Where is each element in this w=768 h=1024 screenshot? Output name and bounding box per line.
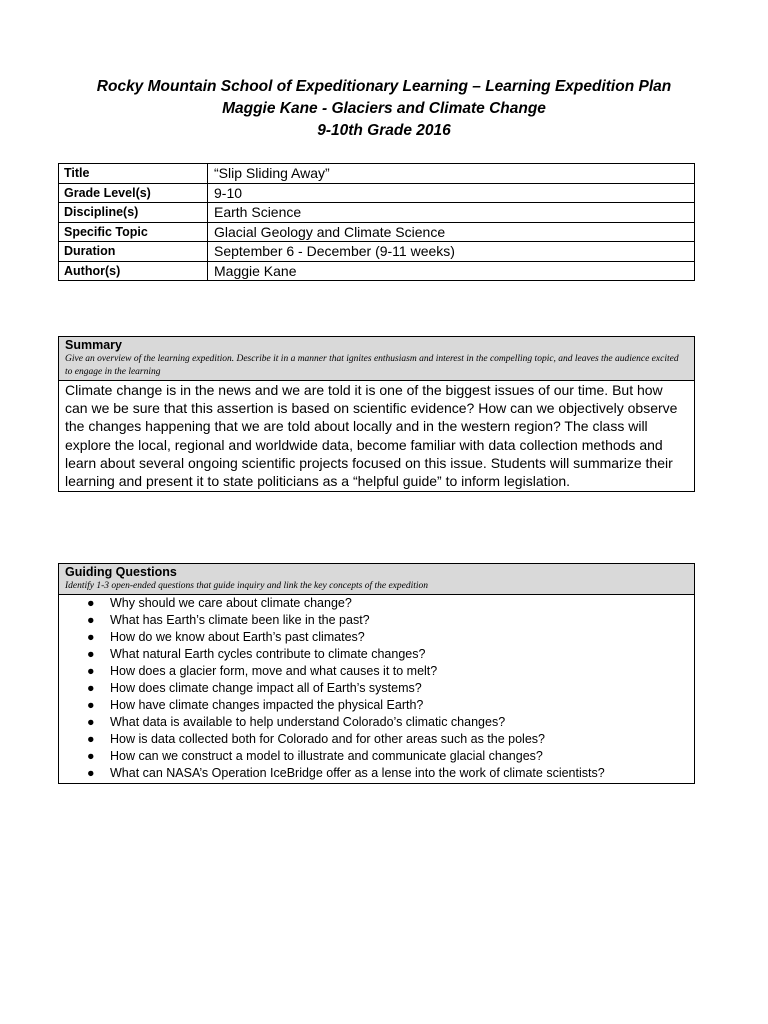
list-item: [59, 714, 694, 731]
list-item: [59, 663, 694, 680]
bullet-icon: ●: [87, 732, 95, 746]
question-text: How do we know about Earth’s past climates?: [110, 630, 365, 644]
summary-section: [58, 336, 695, 492]
header-line-school: Rocky Mountain School of Expeditionary Learning – Learning Expedition Plan: [96, 78, 672, 95]
guiding-questions-section: [58, 563, 695, 784]
row-label-author: Author(s): [59, 261, 208, 281]
row-label-duration: Duration: [59, 242, 208, 262]
row-label-specific-topic: Specific Topic: [59, 222, 208, 242]
header-line-grade-year: 9-10th Grade 2016: [317, 122, 451, 139]
bullet-icon: ●: [87, 596, 95, 610]
question-text: How can we construct a model to illustrate and communicate glacial changes?: [110, 749, 543, 763]
summary-title: Summary: [65, 338, 122, 352]
question-text: How have climate changes impacted the physical Earth?: [110, 698, 424, 712]
list-item: [59, 680, 694, 697]
bullet-icon: ●: [87, 749, 95, 763]
table-row: [59, 222, 695, 242]
bullet-icon: ●: [87, 681, 95, 695]
question-text: What natural Earth cycles contribute to climate changes?: [110, 647, 426, 661]
list-item: [59, 765, 694, 782]
bullet-icon: ●: [87, 698, 95, 712]
list-item: [59, 731, 694, 748]
row-value-duration: September 6 - December (9-11 weeks): [208, 242, 695, 262]
guiding-questions-list-cell: [59, 595, 695, 784]
row-label-title: Title: [59, 164, 208, 184]
question-text: Why should we care about climate change?: [110, 596, 352, 610]
guiding-questions-title: Guiding Questions: [65, 565, 177, 579]
table-row: [59, 203, 695, 223]
list-item: [59, 646, 694, 663]
bullet-icon: ●: [87, 630, 95, 644]
guiding-questions-list: [59, 595, 694, 783]
row-value-grade-level: 9-10: [208, 183, 695, 203]
list-item: [59, 748, 694, 765]
table-row: [59, 261, 695, 281]
summary-instructions: Give an overview of the learning expedition. Describe it in a manner that ignites enthusiasm and interest in the compelling topic, and leaves the audience excited to engage in the learning: [65, 354, 679, 377]
document-header: [0, 76, 768, 142]
bullet-icon: ●: [87, 766, 95, 780]
guiding-questions-instructions: Identify 1-3 open-ended questions that guide inquiry and link the key concepts of the expedition: [65, 581, 429, 591]
expedition-info-table: [58, 163, 695, 281]
row-value-discipline: Earth Science: [208, 203, 695, 223]
list-item: [59, 697, 694, 714]
summary-body: Climate change is in the news and we are told it is one of the biggest issues of our time. But how can we be sure that this assertion is based on scientific evidence? How can we objectively observe the changes happening that we are told about locally and in the western region? The class will explore the local, regional and worldwide data, become familiar with data collection methods and learn about several ongoing scientific projects focused on this issue. Students will summarize their learning and present it to state politicians as a “helpful guide” to inform legislation.: [59, 381, 695, 492]
list-item: [59, 612, 694, 629]
summary-header: [59, 337, 695, 381]
question-text: How is data collected both for Colorado and for other areas such as the poles?: [110, 732, 545, 746]
bullet-icon: ●: [87, 664, 95, 678]
row-value-title: “Slip Sliding Away”: [208, 164, 695, 184]
table-row: [59, 183, 695, 203]
bullet-icon: ●: [87, 715, 95, 729]
row-value-author: Maggie Kane: [208, 261, 695, 281]
question-text: What can NASA’s Operation IceBridge offer as a lense into the work of climate scientists?: [110, 766, 605, 780]
bullet-icon: ●: [87, 647, 95, 661]
table-row: [59, 164, 695, 184]
question-text: What data is available to help understand Colorado’s climatic changes?: [110, 715, 506, 729]
row-value-specific-topic: Glacial Geology and Climate Science: [208, 222, 695, 242]
table-row: [59, 242, 695, 262]
list-item: [59, 595, 694, 612]
header-line-author-topic: Maggie Kane - Glaciers and Climate Change: [222, 100, 546, 117]
row-label-grade-level: Grade Level(s): [59, 183, 208, 203]
list-item: [59, 629, 694, 646]
guiding-questions-header: [59, 564, 695, 595]
question-text: How does climate change impact all of Earth’s systems?: [110, 681, 422, 695]
bullet-icon: ●: [87, 613, 95, 627]
row-label-discipline: Discipline(s): [59, 203, 208, 223]
question-text: How does a glacier form, move and what causes it to melt?: [110, 664, 438, 678]
question-text: What has Earth’s climate been like in the past?: [110, 613, 370, 627]
